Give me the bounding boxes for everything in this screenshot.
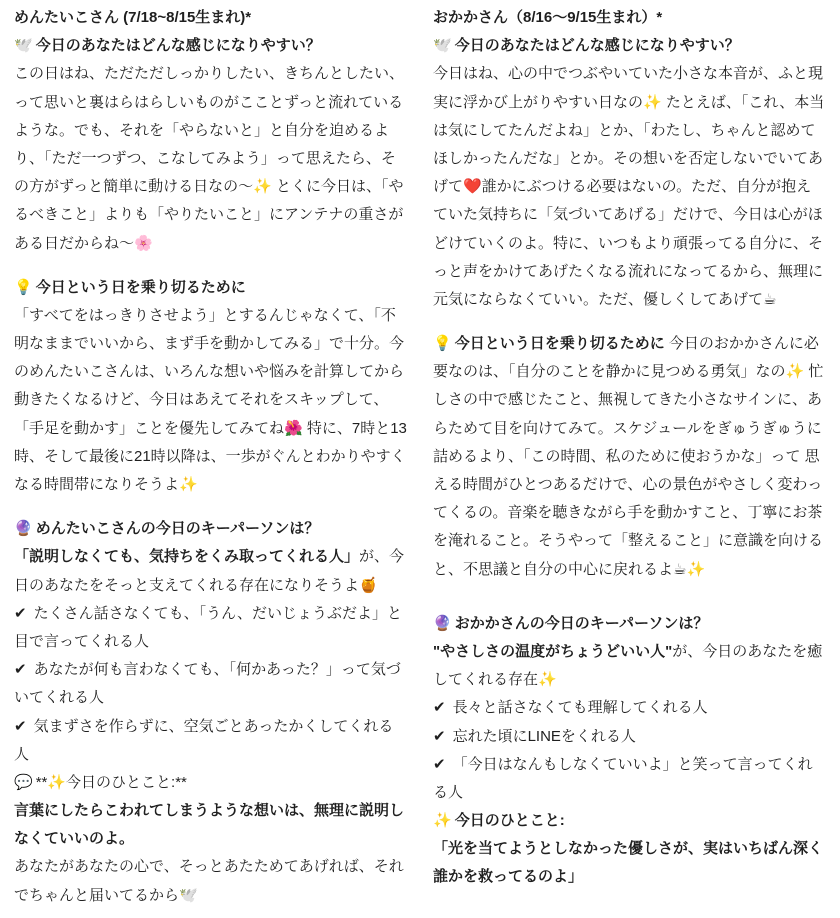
text-segment: が、今日のあなたを癒してくれる存在✨ — [433, 642, 823, 689]
check-item — [433, 751, 826, 807]
check-item — [433, 723, 826, 751]
mood-heading — [14, 32, 407, 60]
hitokoto-quote — [433, 835, 826, 891]
dove-icon: 🕊️ — [433, 37, 452, 55]
profile-title — [433, 4, 826, 32]
keyperson-paragraph — [433, 638, 826, 694]
crystal-ball-icon: 🔮 — [433, 614, 452, 632]
text-segment: 今日のひとこと: — [454, 812, 565, 830]
hitokoto-label — [433, 807, 826, 835]
check-icon: ✔ — [433, 755, 446, 773]
advice-heading — [14, 274, 407, 302]
text-segment: この日はね、ただただしっかりしたい、きちんとしたい、って思いと裏はらはらしいものがこことずっと流れているような。でも、それを「やらないと」と自分を迫めるより、「ただ一つずつ、こなしてみよう」って思えたら、その方がずっと簡単に動ける日なの〜✨ とくに今日は、「やるべきこと」よりも「やりたいこと」にアンテナの重さがある日だからね〜🌸 — [14, 65, 405, 252]
text-segment: 今日のあなたはどんな感じになりやすい？ — [35, 37, 321, 55]
keyperson-heading — [433, 610, 826, 638]
mood-paragraph — [14, 60, 407, 257]
speech-balloon-icon: 💬 — [14, 773, 33, 791]
advice-paragraph — [14, 302, 407, 499]
check-icon: ✔ — [14, 604, 27, 622]
profile-title — [14, 4, 407, 32]
text-segment: 今日という日を乗り切るために — [35, 278, 246, 296]
check-item — [433, 694, 826, 722]
crystal-ball-icon: 🔮 — [14, 520, 33, 538]
check-item — [14, 713, 407, 769]
check-item — [14, 600, 407, 656]
text-segment: 長々と話さなくても理解してくれる人 — [452, 699, 708, 717]
closing-note — [14, 853, 407, 909]
mood-heading — [433, 32, 826, 60]
check-icon: ✔ — [14, 717, 27, 735]
lightbulb-icon: 💡 — [14, 278, 33, 296]
text-segment: 気まずさを作らずに、空気ごとあったかくしてくれる人 — [14, 717, 394, 763]
text-segment: **✨今日のひとこと:** — [35, 773, 187, 791]
hitokoto-quote — [14, 797, 407, 853]
text-segment: 忘れた頃にLINEをくれる人 — [452, 727, 636, 745]
text-segment: 「光を当てようとしなかった優しさが、実はいちばん深く誰かを救ってるのよ」 — [433, 840, 824, 886]
check-item — [14, 656, 407, 712]
keyperson-paragraph — [14, 543, 407, 599]
text-segment: が、今日のあなたをそっと支えてくれる存在になりそうよ🍯 — [14, 548, 405, 594]
column-mentaiko — [14, 4, 407, 910]
text-segment: めんたいこさんの今日のキーパーソンは？ — [35, 520, 320, 538]
keyperson-heading — [14, 515, 407, 543]
text-segment: 今日という日を乗り切るために — [454, 335, 665, 353]
text-segment: あなたがあなたの心で、そっとあたためてあげれば、それでちゃんと届いてるから🕊️ — [14, 858, 404, 904]
text-segment: おかかさん（8/16〜9/15生まれ）* — [433, 9, 663, 26]
text-segment: あなたが何も言わなくても、「何かあった？」って気づいてくれる人 — [14, 661, 401, 707]
text-segment: 「今日はなんもしなくていいよ」と笑って言ってくれる人 — [433, 755, 813, 801]
text-segment: 今日のおかかさんに必要なのは、「自分のことを静かに見つめる勇気」なの✨ 忙しさの中で感じたこと、無視してきた小さなサインに、あらためて目を向けてみて。スケジュールをぎゅうぎゅうに詰めるより、「この時間、私のために使おうかな」って 思える時間がひとつあるだけで、心の景色がやさしく変わってくるの。音楽を聴きながら手を動かすこと、丁寧にお茶を淹れること。そうやって「整えること」に意識を向けると、不思議と自分の中心に戻れるよ☕✨ — [433, 335, 824, 578]
dove-icon: 🕊️ — [14, 37, 33, 55]
advice-paragraph — [433, 330, 826, 584]
lightbulb-icon: 💡 — [433, 335, 452, 353]
column-okaka — [433, 4, 826, 910]
text-segment: めんたいこさん (7/18~8/15生まれ)* — [14, 9, 252, 26]
text-segment: 言葉にしたらこわれてしまうような想いは、無理に説明しなくていいのよ。 — [14, 802, 405, 848]
sparkles-icon: ✨ — [433, 812, 452, 830]
check-icon: ✔ — [433, 699, 446, 717]
check-icon: ✔ — [14, 661, 27, 679]
text-segment: 「説明しなくても、気持ちをくみ取ってくれる人」 — [14, 548, 360, 566]
text-segment: 今日のあなたはどんな感じになりやすい？ — [454, 37, 740, 55]
text-segment: 今日はね、心の中でつぶやいていた小さな本音が、ふと現実に浮かび上がりやすい日なの✨ たとえば、「これ、本当は気にしてたんだよね」とか、「わたし、ちゃんと認めてほしかったんだな」とか。その想いを否定しないでいてあげて❤️誰かにぶつける必要はないの。ただ、自分が抱えていた気持ちに「気づいてあげる」だけで、今日は心がほどけていくのよ。特に、いつもより頑張ってる自分に、そっと声をかけてあげたくなる流れになってるから、無理に元気にならなくていい。ただ、優しくしてあげて☕ — [433, 65, 825, 308]
mood-paragraph — [433, 60, 826, 314]
check-icon: ✔ — [433, 727, 446, 745]
text-segment: "やさしさの温度がちょうどいい人" — [433, 642, 673, 660]
hitokoto-label — [14, 769, 407, 797]
text-segment: おかかさんの今日のキーパーソンは？ — [454, 614, 709, 632]
text-segment: たくさん話さなくても、「うん、だいじょうぶだよ」と目で言ってくれる人 — [14, 604, 402, 650]
text-segment: 「すべてをはっきりさせよう」とするんじゃなくて、「不明なままでいいから、まず手を動かしてみる」で十分。今のめんたいこさんは、いろんな想いや悩みを計算してから動きたくなるけど、今日はあえてそれをスキップして、「手足を動かす」ことを優先してみてね🌺 特に、7時と13時、そして最後に21時以降は、一歩がぐんとわかりやすくなる時間帯になりそうよ✨ — [14, 306, 407, 493]
